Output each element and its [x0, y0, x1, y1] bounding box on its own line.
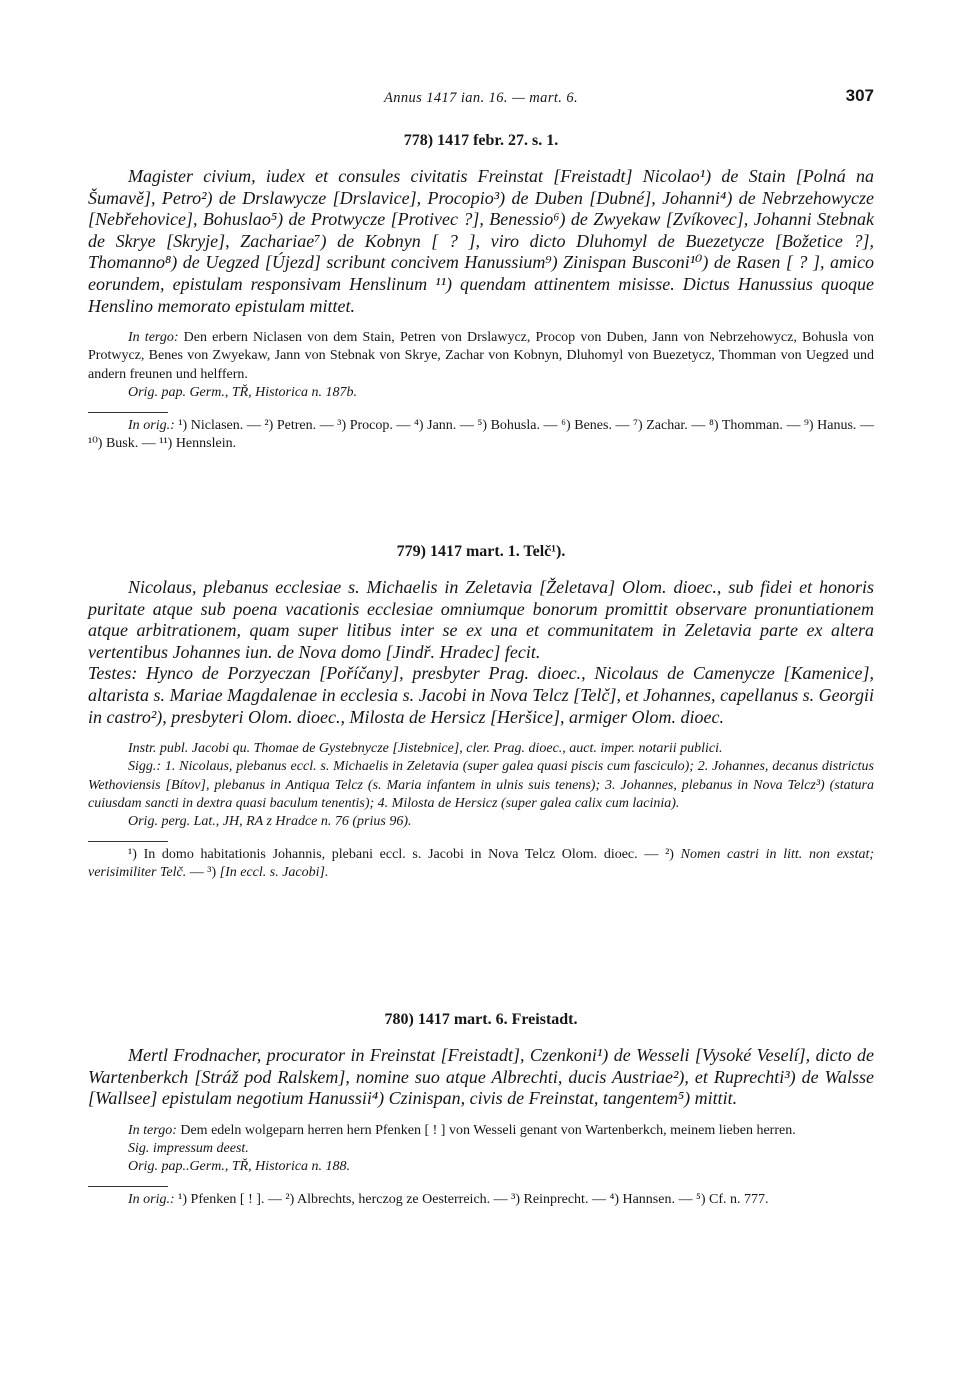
footnotes [88, 846, 874, 882]
in-tergo-label: In tergo: [128, 330, 179, 346]
source-note: Orig. perg. Lat., JH, RA z Hradce n. 76 (prius 96). [128, 813, 412, 829]
in-tergo [88, 329, 874, 384]
footnote-text-c: — ³) [189, 865, 217, 881]
in-tergo-text: Den erbern Niclasen von dem Stain, Petren von Drslawycz, Procop von Duben, Jann von Nebrzehowycz, Bohusla von Protwycz, Benes von Zwyekaw, Jann von Stebnak von Skrye, Zachar von Kobnyn, Dluhomyl von Buezetycz, Thomman von Uegzed und andern freunen und helffern. [88, 330, 875, 382]
entry-text: Nicolaus, plebanus ecclesiae s. Michaelis in Zeletavia [Želetava] Olom. dioec., sub fidei et honoris puritate atque sub poena vacationis ecclesiae omniumque bonorum promittit observare pronuntiationem atque arbitrationem, quam super litibus inter se ex una et communitatem in Zeletavia parte ex altera vertentibus Johannes iun. de Nova domo [Jindř. Hradec] fecit. [88, 577, 874, 662]
footnote-text-d: [In eccl. s. Jacobi]. [219, 865, 329, 881]
entry-778 [88, 132, 874, 453]
in-tergo [88, 1122, 874, 1140]
entry-779 [88, 543, 874, 883]
instrument-note: Instr. publ. Jacobi qu. Thomae de Gystebnycze [Jistebnice], cler. Prag. dioec., auct. imper. notarii publici. [128, 741, 723, 757]
source-note: Orig. pap..Germ., TŘ, Historica n. 188. [128, 1159, 351, 1175]
running-title: Annus 1417 ian. 16. — mart. 6. [383, 90, 579, 106]
entry-heading: 780) 1417 mart. 6. Freistadt. [384, 1011, 578, 1028]
footnote-divider [88, 841, 168, 842]
entry-heading: 778) 1417 febr. 27. s. 1. [403, 132, 559, 149]
in-tergo-text: Dem edeln wolgeparn herren hern Pfenken [ ! ] von Wesseli genant von Wartenberkch, meinem lieben herren. [180, 1122, 796, 1138]
entry-text: Magister civium, iudex et consules civitatis Freinstat [Freistadt] Nicolao¹) de Stain [Polná na Šumavě], Petro²) de Drslawycze [Drslavice], Procopio³) de Duben [Dubné], Johanni⁴) de Nebrzehowycze [Nebřehovice], Bohuslao⁵) de Protwycze [Protivec ?], Benessio⁶) de Zwyekaw [Zvíkovec], Johanni Stebnak de Skrye [Skryje], Zachariae⁷) de Kobnyn [ ? ], viro dicto Dluhomyl de Buezetycze [Božetice ?], Thomanno⁸) de Uegzed [Újezd] scribunt concivem Hanussium⁹) Zinispan Busconi¹⁰) de Rasen [ ? ], amico eorundem, epistulam responsivam Henslinum ¹¹) quendam attinentem misisse. Dictus Hanussius quoque Henslino memorato epistulam mittet. [88, 166, 874, 316]
entry-780 [88, 1011, 874, 1210]
entry-heading: 779) 1417 mart. 1. Telč¹). [396, 543, 566, 560]
testes: Testes: Hynco de Porzyeczan [Poříčany], presbyter Prag. dioec., Nicolaus de Camenycze [Kamenice], altarista s. Mariae Magdalenae in ecclesia s. Jacobi in Nova Telcz [Telč], et Johannes, capellanus s. Georgii in castro²), presbyteri Olom. dioec., Milosta de Hersicz [Heršice], armiger Olom. dioec. [88, 663, 874, 727]
seal-note: Sig. impressum deest. [128, 1140, 249, 1156]
footnote-text: ¹) Pfenken [ ! ]. — ²) Albrechts, herczog ze Oesterreich. — ³) Reinprecht. — ⁴) Hannsen. — ⁵) Cf. n. 777. [178, 1192, 769, 1208]
in-tergo-label: In tergo: [128, 1122, 177, 1138]
footnotes [88, 417, 874, 453]
footnote-text-a: ¹) In domo habitationis Johannis, plebani eccl. s. Jacobi in Nova Telcz Olom. dioec. — ²) [128, 847, 674, 863]
footnote-label: In orig.: [128, 1192, 175, 1208]
footnote-text: ¹) Niclasen. — ²) Petren. — ³) Procop. — ⁴) Jann. — ⁵) Bohusla. — ⁶) Benes. — ⁷) Zachar. — ⁸) Thomman. — ⁹) Hanus. — ¹⁰) Busk. — ¹¹) Hennslein. [88, 417, 875, 452]
footnote-divider [88, 412, 168, 413]
footnotes [88, 1191, 874, 1209]
page-header [88, 86, 874, 112]
seals-note: Sigg.: 1. Nicolaus, plebanus eccl. s. Michaelis in Zeletavia (super galea quasi piscis cum fasciculo); 2. Johannes, decanus districtus Wethoviensis [Bítov], plebanus in Antiqua Telcz (s. Maria infantem in ulnis suis tenens); 3. Johannes, plebanus in Nova Telcz³) (statura cuiusdam sancti in dextra quasi baculum tenentis); 4. Milosta de Hersicz (super galea calix cum lacinia). [88, 759, 874, 811]
page-number: 307 [845, 86, 874, 105]
footnote-label: In orig.: [128, 417, 175, 433]
source-note: Orig. pap. Germ., TŘ, Historica n. 187b. [128, 384, 358, 400]
footnote-text-b: Nomen castri in litt. non exstat; verisimiliter Telč. [88, 847, 875, 881]
footnote-divider [88, 1186, 168, 1187]
entry-text: Mertl Frodnacher, procurator in Freinstat [Freistadt], Czenkoni¹) de Wesseli [Vysoké Veselí], dicto de Wartenberkch [Stráž pod Ralskem], nomine suo atque Albrechti, ducis Austriae²), et Ruprechti³) de Walsse [Wallsee] epistulam negotium Hanussii⁴) Czinispan, civis de Freinstat, tangentem⁵) mittit. [88, 1045, 874, 1109]
